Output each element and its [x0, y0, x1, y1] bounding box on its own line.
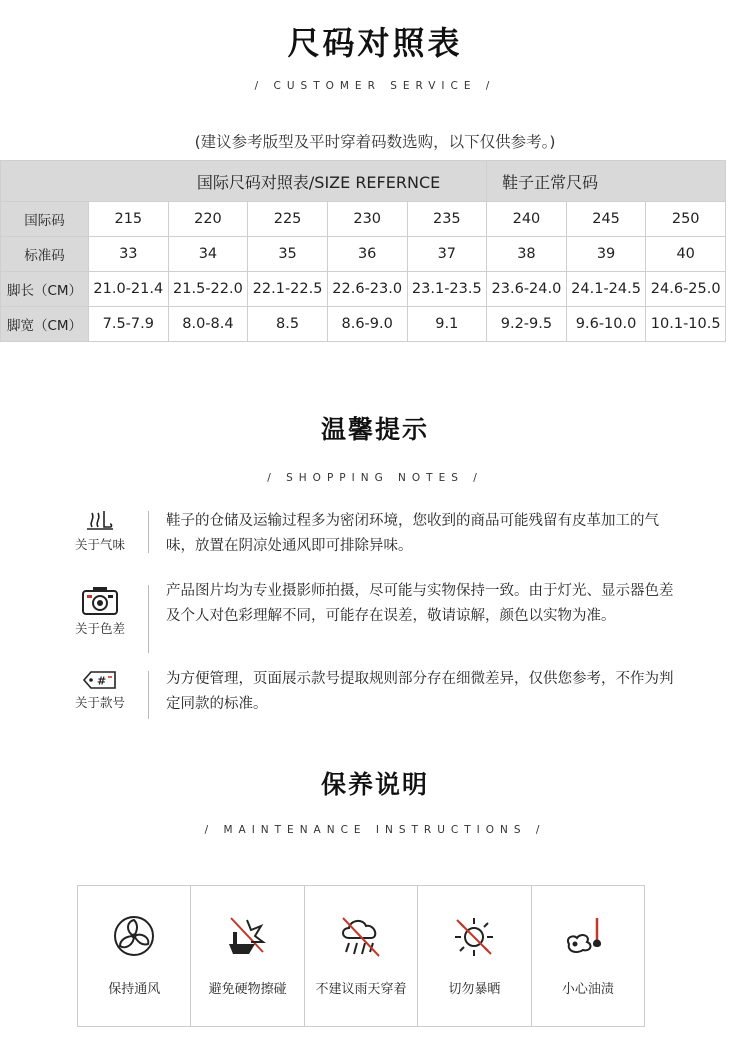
note-icon-wrap	[60, 669, 140, 711]
table-row	[1, 272, 726, 307]
divider	[148, 585, 149, 653]
table-cell: 37	[407, 237, 487, 272]
table-cell: 225	[248, 202, 328, 237]
table-cell: 8.0-8.4	[168, 307, 248, 342]
size-table-header-side: 鞋子正常尺码	[487, 161, 726, 202]
row-label: 国际码	[1, 202, 89, 237]
table-row	[1, 237, 726, 272]
maintenance-subtitle: / MAINTENANCE INSTRUCTIONS /	[204, 824, 546, 836]
list-item	[60, 579, 700, 659]
maintenance-item	[418, 886, 531, 1026]
table-cell: 38	[487, 237, 567, 272]
divider	[148, 671, 149, 719]
note-label: 关于色差	[74, 621, 125, 636]
maintenance-item	[305, 886, 418, 1026]
note-text: 为方便管理，页面展示款号提取规则部分存在细微差异，仅供您参考，不作为判定同款的标准。	[166, 671, 674, 712]
table-cell: 21.5-22.0	[168, 272, 248, 307]
maintenance-label: 小心油渍	[561, 982, 614, 997]
maintenance-item	[532, 886, 644, 1026]
size-table-header	[1, 161, 726, 202]
table-cell: 24.1-24.5	[566, 272, 646, 307]
table-cell: 22.6-23.0	[327, 272, 407, 307]
no-rain-icon	[337, 914, 385, 958]
size-chart-title: 尺码对照表	[287, 24, 463, 62]
size-chart-note: (建议参考版型及平时穿着码数选购，以下仅供参考。)	[194, 133, 556, 151]
table-cell: 250	[646, 202, 726, 237]
table-cell: 40	[646, 237, 726, 272]
divider	[148, 511, 149, 553]
list-item	[60, 667, 700, 727]
table-cell: 23.6-24.0	[487, 272, 567, 307]
notes-list	[60, 505, 700, 735]
tag-icon	[81, 669, 119, 691]
maintenance-label: 避免硬物擦碰	[208, 982, 287, 997]
maintenance-item	[191, 886, 304, 1026]
table-cell: 240	[487, 202, 567, 237]
table-row	[1, 307, 726, 342]
table-cell: 9.2-9.5	[487, 307, 567, 342]
table-cell: 9.6-10.0	[566, 307, 646, 342]
maintenance-item	[78, 886, 191, 1026]
no-collision-icon	[225, 914, 271, 958]
maintenance-label: 不建议雨天穿着	[315, 982, 407, 997]
size-table-header-main: 国际尺码对照表/SIZE REFERNCE	[1, 161, 487, 202]
table-cell: 33	[89, 237, 169, 272]
table-cell: 36	[327, 237, 407, 272]
note-icon-wrap	[60, 507, 140, 553]
camera-icon	[80, 585, 120, 617]
svg-text:#: #	[97, 674, 107, 688]
table-cell: 245	[566, 202, 646, 237]
maintenance-grid	[77, 885, 645, 1027]
row-label: 标准码	[1, 237, 89, 272]
note-text: 产品图片均为专业摄影师拍摄，尽可能与实物保持一致。由于灯光、显示器色差及个人对色彩理解不同，可能存在误差，敬请谅解，颜色以实物为准。	[166, 583, 674, 624]
list-item	[60, 505, 700, 565]
table-cell: 220	[168, 202, 248, 237]
table-cell: 21.0-21.4	[89, 272, 169, 307]
table-cell: 10.1-10.5	[646, 307, 726, 342]
table-cell: 35	[248, 237, 328, 272]
no-sun-icon	[451, 914, 497, 960]
row-label: 脚长（CM）	[1, 272, 89, 307]
table-cell: 34	[168, 237, 248, 272]
fan-icon	[112, 914, 156, 958]
note-icon-wrap	[60, 585, 140, 637]
notes-subtitle: / SHOPPING NOTES /	[267, 472, 483, 484]
size-table	[0, 160, 726, 342]
table-cell: 215	[89, 202, 169, 237]
note-text: 鞋子的仓储及运输过程多为密闭环境，您收到的商品可能残留有皮革加工的气味，放置在阴凉处通风即可排除异味。	[166, 513, 659, 554]
note-label: 关于气味	[74, 537, 125, 552]
maintenance-label: 保持通风	[108, 982, 161, 997]
table-cell: 22.1-22.5	[248, 272, 328, 307]
table-cell: 24.6-25.0	[646, 272, 726, 307]
notes-title: 温馨提示	[320, 415, 429, 444]
note-label: 关于款号	[74, 695, 125, 710]
table-cell: 7.5-7.9	[89, 307, 169, 342]
table-cell: 9.1	[407, 307, 487, 342]
maintenance-title: 保养说明	[320, 770, 429, 799]
row-label: 脚宽（CM）	[1, 307, 89, 342]
table-cell: 39	[566, 237, 646, 272]
table-cell: 230	[327, 202, 407, 237]
size-chart-subtitle: / CUSTOMER SERVICE /	[254, 80, 496, 92]
table-row	[1, 202, 726, 237]
table-cell: 8.5	[248, 307, 328, 342]
table-cell: 23.1-23.5	[407, 272, 487, 307]
table-cell: 8.6-9.0	[327, 307, 407, 342]
smell-icon	[83, 507, 117, 533]
maintenance-label: 切勿暴晒	[448, 982, 501, 997]
oil-stain-icon	[563, 914, 613, 958]
table-cell: 235	[407, 202, 487, 237]
